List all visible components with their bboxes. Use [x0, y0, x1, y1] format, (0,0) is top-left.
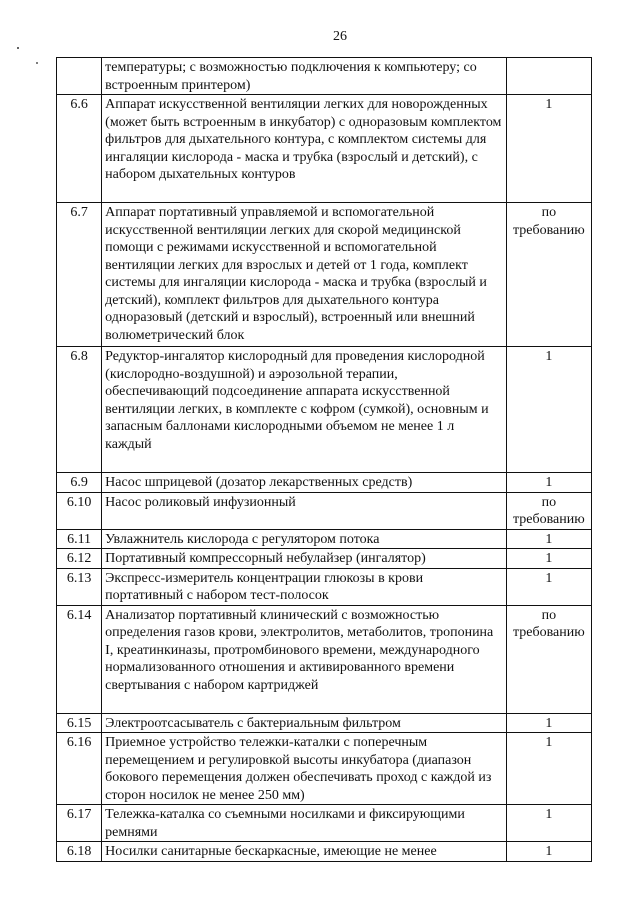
- item-description: Электроотсасыватель с бактериальным фильтром: [102, 713, 507, 733]
- item-number: 6.10: [57, 492, 102, 529]
- item-description: Экспресс-измеритель концентрации глюкозы в крови портативный с набором тест-полосок: [102, 568, 507, 605]
- item-description: Тележка-каталка со съемными носилками и фиксирующими ремнями: [102, 805, 507, 842]
- table-row: [57, 473, 592, 493]
- table-row: [57, 733, 592, 805]
- item-description: температуры; с возможностью подключения к компьютеру; со встроенным принтером): [102, 58, 507, 95]
- table-row: [57, 95, 592, 203]
- item-quantity: 1: [506, 713, 591, 733]
- equipment-table: [56, 57, 592, 862]
- item-number: 6.16: [57, 733, 102, 805]
- item-number: 6.15: [57, 713, 102, 733]
- item-description: Аппарат искусственной вентиляции легких для новорожденных (может быть встроенным в инкубатор) с одноразовым комплектом фильтров для дыхательного контура, с комплектом системы для ингаляции кислорода - маска и трубка (взрослый и детский), с набором дыхательных контуров: [102, 95, 507, 203]
- table-row: [57, 58, 592, 95]
- item-number: 6.12: [57, 549, 102, 569]
- item-description: Анализатор портативный клинический с возможностью определения газов крови, электролитов, метаболитов, тропонина I, креатинкиназы, протромбинового времени, международного нормализованного отношения и активированного времени свертывания с набором картриджей: [102, 605, 507, 713]
- item-description: Увлажнитель кислорода с регулятором потока: [102, 529, 507, 549]
- item-quantity: 1: [506, 733, 591, 805]
- item-quantity: 1: [506, 95, 591, 203]
- item-number: 6.17: [57, 805, 102, 842]
- item-number: 6.8: [57, 347, 102, 473]
- table-row: [57, 568, 592, 605]
- table-row: [57, 549, 592, 569]
- scan-speck: [36, 62, 38, 64]
- item-quantity: 1: [506, 549, 591, 569]
- table-row: [57, 492, 592, 529]
- item-quantity: по требованию: [506, 492, 591, 529]
- item-description: Носилки санитарные бескаркасные, имеющие не менее: [102, 842, 507, 862]
- item-quantity: по требованию: [506, 605, 591, 713]
- item-number: 6.9: [57, 473, 102, 493]
- scan-speck: [17, 47, 19, 49]
- item-number: 6.6: [57, 95, 102, 203]
- item-description: Насос шприцевой (дозатор лекарственных средств): [102, 473, 507, 493]
- item-description: Аппарат портативный управляемой и вспомогательной искусственной вентиляции легких для скорой медицинской помощи с режимами искусственной и вспомогательной вентиляции легких для взрослых и детей от 1 года, комплект системы для ингаляции кислорода - маска и трубка (взрослый и детский), комплект фильтров для дыхательного контура одноразовый (детский и взрослый), встроенный или внешний волюметрический блок: [102, 203, 507, 347]
- item-number: [57, 58, 102, 95]
- item-number: 6.14: [57, 605, 102, 713]
- table-row: [57, 605, 592, 713]
- item-number: 6.7: [57, 203, 102, 347]
- item-description: Приемное устройство тележки-каталки с поперечным перемещением и регулировкой высоты инкубатора (диапазон бокового перемещения должен обеспечивать проход с каждой из сторон носилок не менее 250 мм): [102, 733, 507, 805]
- table-row: [57, 529, 592, 549]
- item-description: Редуктор-ингалятор кислородный для проведения кислородной (кислородно-воздушной) и аэрозольной терапии, обеспечивающий подсоединение аппарата искусственной вентиляции легких, в комплекте с кофром (сумкой), основным и запасным баллонами кислородными объемом не менее 1 л каждый: [102, 347, 507, 473]
- table-row: [57, 713, 592, 733]
- item-quantity: [506, 58, 591, 95]
- table-row: [57, 347, 592, 473]
- item-quantity: 1: [506, 529, 591, 549]
- item-number: 6.13: [57, 568, 102, 605]
- item-description: Насос роликовый инфузионный: [102, 492, 507, 529]
- table-row: [57, 842, 592, 862]
- table-row: [57, 203, 592, 347]
- item-quantity: 1: [506, 568, 591, 605]
- item-description: Портативный компрессорный небулайзер (ингалятор): [102, 549, 507, 569]
- item-quantity: 1: [506, 842, 591, 862]
- item-number: 6.11: [57, 529, 102, 549]
- item-quantity: 1: [506, 805, 591, 842]
- item-quantity: 1: [506, 473, 591, 493]
- item-quantity: по требованию: [506, 203, 591, 347]
- page-number: 26: [333, 29, 347, 44]
- table-row: [57, 805, 592, 842]
- item-number: 6.18: [57, 842, 102, 862]
- item-quantity: 1: [506, 347, 591, 473]
